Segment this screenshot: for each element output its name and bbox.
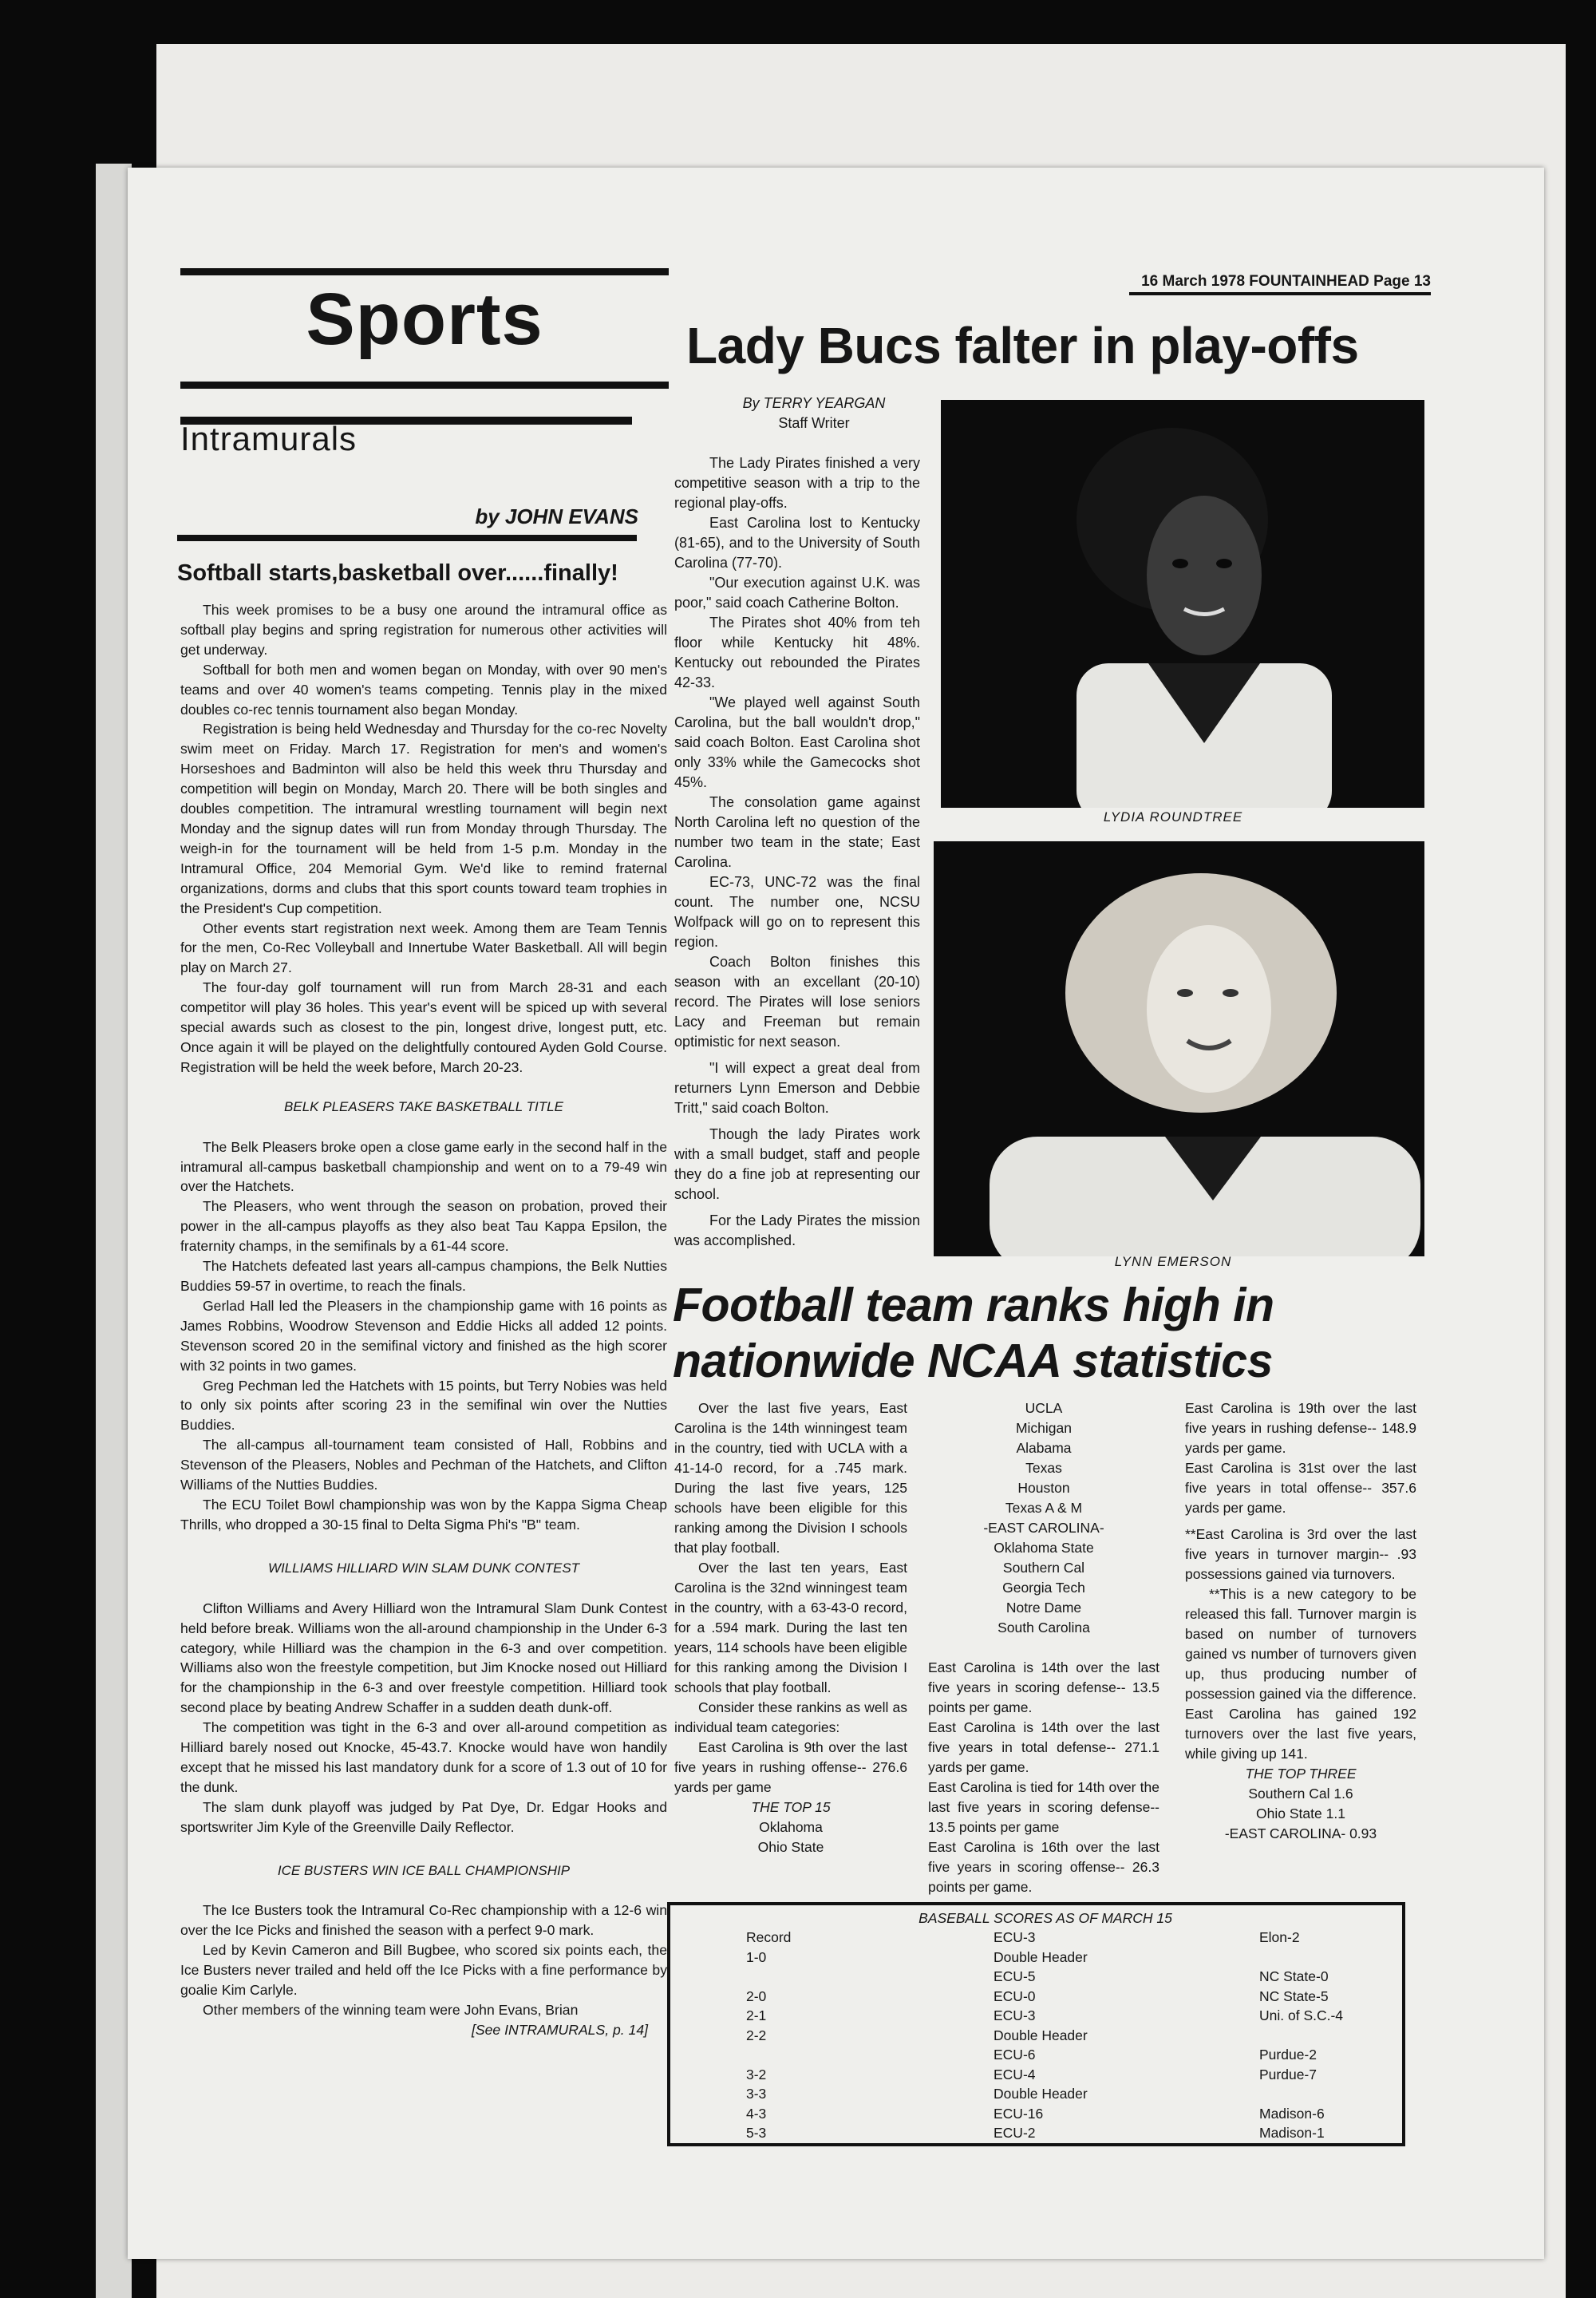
score-row bbox=[670, 2007, 1402, 2027]
portrait-image bbox=[934, 841, 1424, 1256]
score-row bbox=[670, 2106, 1402, 2126]
score-row bbox=[670, 1968, 1402, 1988]
top15-title: THE TOP 15 bbox=[751, 1799, 831, 1815]
intramurals-article bbox=[180, 600, 667, 2153]
ecu-score-cell: ECU-6 bbox=[994, 2047, 1036, 2063]
stat-paragraph: East Carolina is 31st over the last five years in total offense-- 357.6 yards per game. bbox=[1185, 1460, 1416, 1516]
stat-paragraph: East Carolina is 19th over the last five years in rushing defense-- 148.9 yards per game. bbox=[1185, 1400, 1416, 1456]
section-title: Sports bbox=[306, 279, 543, 360]
opponent-score-cell: Uni. of S.C.-4 bbox=[1259, 2007, 1344, 2023]
ecu-score-cell: ECU-0 bbox=[994, 1988, 1036, 2004]
article-paragraph: Gerlad Hall led the Pleasers in the championship game with 16 points as James Robbins, Woodrow Stevenson and Eddie Hicks all added 12 points. Stevenson scored 20 in the semifinal victory and finished as the high scorer with 32 points in two games. bbox=[180, 1297, 667, 1374]
article-paragraph: The Pirates shot 40% from teh floor while Kentucky hit 48%. Kentucky out rebounded the Pirates 42-33. bbox=[674, 615, 920, 690]
article-paragraph: Led by Kevin Cameron and Bill Bugbee, who scored six points each, the Ice Busters never trailed and held off the Ice Picks with a fine performance by goalie Kim Carlyle. bbox=[180, 1942, 667, 1999]
photo-caption: LYDIA ROUNDTREE bbox=[1103, 809, 1243, 825]
headline-line: Football team ranks high in bbox=[673, 1279, 1274, 1331]
article-paragraph: The ECU Toilet Bowl championship was won by the Kappa Sigma Cheap Thrills, who dropped a 30-15 final to Delta Sigma Phi's "B" team. bbox=[180, 1496, 667, 1533]
photo-lydia-roundtree bbox=[941, 400, 1424, 808]
top15-item: Texas bbox=[1025, 1460, 1062, 1476]
photo-lynn-emerson bbox=[934, 841, 1424, 1256]
article-paragraph: The Ice Busters took the Intramural Co-Rec championship with a 12-6 win over the Ice Picks and finished the season with a perfect 9-0 mark. bbox=[180, 1902, 667, 1939]
column-byline: by JOHN EVANS bbox=[475, 504, 638, 528]
article-paragraph: "Our execution against U.K. was poor," said coach Catherine Bolton. bbox=[674, 575, 920, 611]
top15-item: UCLA bbox=[1025, 1400, 1063, 1416]
article-paragraph: Greg Pechman led the Hatchets with 15 points, but Terry Nobies was held to only six points after scoring 23 in the semifinal win over the Nutties Buddies. bbox=[180, 1377, 667, 1434]
article-paragraph: EC-73, UNC-72 was the final count. The number one, NCSU Wolfpack will go on to represent this region. bbox=[674, 874, 920, 950]
top15-item: Oklahoma bbox=[759, 1819, 823, 1835]
article-paragraph: The slam dunk playoff was judged by Pat Dye, Dr. Edgar Hooks and sportswriter Jim Kyle of the Greenville Daily Reflector. bbox=[180, 1798, 667, 1835]
article-paragraph: The competition was tight in the 6-3 and over all-around competition as Hilliard barely nosed out Knocke, 45-43.7. Knocke would have won handily except that he missed his last mandatory dunk for a score of 1.3 out of 10 for the dunk. bbox=[180, 1719, 667, 1795]
ecu-score-cell: Double Header bbox=[994, 1948, 1088, 1965]
top15-item: Ohio State bbox=[757, 1839, 824, 1855]
basketball-section bbox=[180, 1137, 667, 1535]
ecu-score-cell: ECU-2 bbox=[994, 2125, 1036, 2141]
score-row bbox=[670, 1988, 1402, 2008]
football-headline bbox=[673, 1277, 1274, 1389]
opponent-score-cell: NC State-5 bbox=[1259, 1988, 1329, 2004]
lady-bucs-article bbox=[674, 453, 920, 1251]
top-three-item: -EAST CAROLINA- 0.93 bbox=[1224, 1825, 1377, 1841]
baseball-scores-box bbox=[667, 1902, 1405, 2146]
article-paragraph: Consider these rankins as well as individual team categories: bbox=[674, 1699, 907, 1735]
article-paragraph: The Lady Pirates finished a very competitive season with a trip to the regional play-offs. bbox=[674, 455, 920, 511]
article-paragraph: Other members of the winning team were John Evans, Brian bbox=[203, 2002, 579, 2018]
section-rule bbox=[180, 382, 669, 389]
stat-paragraph: East Carolina is 14th over the last five years in total defense-- 271.1 yards per game. bbox=[928, 1719, 1159, 1775]
top15-item: Georgia Tech bbox=[1002, 1580, 1085, 1596]
top-three-item: Ohio State 1.1 bbox=[1256, 1806, 1345, 1821]
top15-item: Oklahoma State bbox=[994, 1540, 1094, 1556]
ecu-score-cell: ECU-4 bbox=[994, 2066, 1036, 2082]
article-paragraph: East Carolina lost to Kentucky (81-65), and to the University of South Carolina (77-70). bbox=[674, 515, 920, 571]
top15-item: Southern Cal bbox=[1002, 1560, 1085, 1576]
ice-ball-subhead: ICE BUSTERS WIN ICE BALL CHAMPIONSHIP bbox=[277, 1862, 571, 1878]
article-paragraph: For the Lady Pirates the mission was accomplished. bbox=[674, 1212, 920, 1248]
football-intro bbox=[674, 1398, 907, 1798]
ecu-score-cell: Double Header bbox=[994, 2027, 1088, 2043]
football-column-2 bbox=[928, 1398, 1159, 1897]
article-paragraph: This week promises to be a busy one around the intramural office as softball play begins and spring registration for numerous other activities will get underway. bbox=[180, 602, 667, 658]
article-paragraph: The four-day golf tournament will run from March 28-31 and each competitor will play 36 holes. This year's event will be spiced up with several special awards such as closest to the pin, longest drive, longest putt, etc. Once again it will be played on the delightfully contoured Ayden Gold Course. Registration will be held the week before, March 20-23. bbox=[180, 979, 667, 1075]
article-paragraph: Over the last five years, East Carolina is the 14th winningest team in the country, tied with UCLA with a 41-14-0 record, for a .745 mark. During the last five years, 125 schools have been eligible for this ranking among the Division I schools that play football. bbox=[674, 1400, 907, 1556]
article-paragraph: "We played well against South Carolina, but the ball wouldn't drop," said coach Bolton. East Carolina shot only 33% while the Gamecocks shot 45%. bbox=[674, 694, 920, 790]
stat-paragraph: East Carolina is tied for 14th over the last five years in scoring defense-- 13.5 points per game bbox=[928, 1779, 1159, 1835]
dateline: 16 March 1978 FOUNTAINHEAD Page 13 bbox=[1129, 273, 1431, 295]
article-paragraph: East Carolina is 9th over the last five years in rushing offense-- 276.6 yards per game bbox=[674, 1739, 907, 1795]
article-paragraph: The Pleasers, who went through the season on probation, proved their power in the all-campus playoffs as they also beat Tau Kappa Epsilon, the fraternity champs, in the semifinals by a 61-44 score. bbox=[180, 1198, 667, 1255]
article-paragraph: "I will expect a great deal from returners Lynn Emerson and Debbie Tritt," said coach Bolton. bbox=[674, 1060, 920, 1116]
opponent-score-cell: Madison-1 bbox=[1259, 2125, 1325, 2141]
byline-role: Staff Writer bbox=[778, 415, 850, 431]
opponent-score-cell: Purdue-2 bbox=[1259, 2047, 1317, 2063]
top15-item: -EAST CAROLINA- bbox=[983, 1520, 1104, 1536]
opponent-score-cell: Elon-2 bbox=[1259, 1929, 1300, 1945]
article-paragraph: Softball for both men and women began on Monday, with over 90 men's teams and over 40 women's teams competing. Tennis play in the mixed doubles co-rec tennis tournament also began Monday. bbox=[180, 661, 667, 718]
score-row bbox=[670, 2086, 1402, 2106]
lady-bucs-headline: Lady Bucs falter in play-offs bbox=[686, 317, 1359, 374]
baseball-title: BASEBALL SCORES AS OF MARCH 15 bbox=[918, 1910, 1172, 1926]
football-column-1 bbox=[674, 1398, 907, 1857]
record-cell: 5-3 bbox=[746, 2125, 767, 2141]
score-row bbox=[670, 1949, 1402, 1969]
record-cell: 4-3 bbox=[746, 2105, 767, 2122]
top15-item: Michigan bbox=[1015, 1420, 1073, 1436]
top15-item: Houston bbox=[1017, 1480, 1070, 1496]
record-cell: 3-3 bbox=[746, 2086, 767, 2102]
top-three-list bbox=[1185, 1784, 1416, 1844]
football-column-3 bbox=[1185, 1398, 1416, 1844]
article-paragraph: The Belk Pleasers broke open a close game early in the second half in the intramural all-campus basketball championship and went on to a 79-49 win over the Hatchets. bbox=[180, 1138, 667, 1195]
top-three-title: THE TOP THREE bbox=[1245, 1766, 1357, 1782]
opponent-score-cell: Madison-6 bbox=[1259, 2105, 1325, 2122]
lady-bucs-byline bbox=[674, 394, 954, 433]
top15-item: Alabama bbox=[1016, 1440, 1072, 1456]
page-edge bbox=[96, 164, 132, 2298]
basketball-subhead: BELK PLEASERS TAKE BASKETBALL TITLE bbox=[284, 1098, 563, 1114]
score-row bbox=[670, 2067, 1402, 2086]
ecu-score-cell: ECU-3 bbox=[994, 2007, 1036, 2023]
lady-bucs-body bbox=[674, 453, 920, 1251]
article-paragraph: The consolation game against North Carolina left no question of the number two team in the state; East Carolina. bbox=[674, 794, 920, 870]
stat-paragraph: East Carolina is 16th over the last five years in scoring offense-- 26.3 points per game. bbox=[928, 1839, 1159, 1895]
top-rule bbox=[180, 268, 669, 275]
intro-section bbox=[180, 600, 667, 1078]
top15-list bbox=[928, 1398, 1159, 1638]
stat-paragraph: East Carolina is 14th over the last five years in scoring defense-- 13.5 points per game. bbox=[928, 1659, 1159, 1715]
record-cell: 1-0 bbox=[746, 1948, 767, 1965]
ecu-score-cell: ECU-16 bbox=[994, 2105, 1044, 2122]
article-paragraph: Other events start registration next week. Among them are Team Tennis for the men, Co-Rec Volleyball and Innertube Water Basketball. All will begin play on March 27. bbox=[180, 920, 667, 976]
article-paragraph: Over the last ten years, East Carolina is the 32nd winningest team in the country, with a 63-43-0 record, for a .594 mark. During the last ten years, 114 schools have been eligible for this ranking among the Division I schools that play football. bbox=[674, 1560, 907, 1695]
article-paragraph: Registration is being held Wednesday and Thursday for the co-rec Novelty swim meet on Friday. March 17. Registration for men's and women's Horseshoes and Badminton will also be held this week thru Thursday and competition will begin on Monday, March 20. There will be both singles and doubles competition. The intramural wrestling tournament will begin next Monday and the signup dates will run from Monday through Thursday. The weigh-in for the tournament will be held from 1-5 p.m. Monday in the Intramural Office, 204 Memorial Gym. We'd like to remind fraternal organizations, dorms and clubs that this sport counts toward team trophies in the President's Cup competition. bbox=[180, 721, 667, 916]
top15-item: Texas A & M bbox=[1005, 1500, 1083, 1516]
photo-caption: LYNN EMERSON bbox=[1114, 1254, 1232, 1269]
article-paragraph: Coach Bolton finishes this season with an excellant (20-10) record. The Pirates will lose seniors Lacy and Freeman but remain optimistic for next season. bbox=[674, 954, 920, 1050]
ecu-score-cell: Double Header bbox=[994, 2086, 1088, 2102]
intramurals-headline: Softball starts,basketball over......finally! bbox=[177, 560, 618, 586]
score-row bbox=[670, 2047, 1402, 2067]
byline-rule bbox=[177, 535, 637, 541]
record-cell: 2-2 bbox=[746, 2027, 767, 2043]
stat-paragraph: **East Carolina is 3rd over the last five years in turnover margin-- .93 possessions gained via turnovers. bbox=[1185, 1526, 1416, 1582]
article-paragraph: Clifton Williams and Avery Hilliard won the Intramural Slam Dunk Contest held before break. Williams won the all-around championship in the Under 6-3 category, while Hilliard was the champion in the 6-3 and over competition. Williams also won the freestyle competition, but Jim Knocke nosed out Hilliard for the championship in the 6-3 and over freestyle competition. Hilliard took second place by beating Andrew Schaffer in a sudden death dunk-off. bbox=[180, 1600, 667, 1716]
middle-stats bbox=[928, 1658, 1159, 1897]
slam-dunk-subhead: WILLIAMS HILLIARD WIN SLAM DUNK CONTEST bbox=[267, 1560, 580, 1576]
opponent-score-cell: Purdue-7 bbox=[1259, 2066, 1317, 2082]
opponent-score-cell: NC State-0 bbox=[1259, 1968, 1329, 1984]
column-title: Intramurals bbox=[180, 420, 358, 457]
ecu-score-cell: ECU-5 bbox=[994, 1968, 1036, 1984]
record-cell: 2-1 bbox=[746, 2007, 767, 2023]
article-paragraph: The all-campus all-tournament team consisted of Hall, Robbins and Stevenson of the Pleasers, Nobles and Pechman of the Hatchets, and Clifton Williams of the Nutties Buddies. bbox=[180, 1437, 667, 1493]
byline-name: By TERRY YEARGAN bbox=[742, 395, 886, 411]
headline-line: nationwide NCAA statistics bbox=[673, 1335, 1273, 1387]
score-row bbox=[670, 2027, 1402, 2047]
record-cell: 2-0 bbox=[746, 1988, 767, 2004]
article-paragraph: The Hatchets defeated last years all-campus champions, the Belk Nutties Buddies 59-57 in overtime, to reach the finals. bbox=[180, 1258, 667, 1294]
top15-item: South Carolina bbox=[998, 1620, 1090, 1635]
slam-dunk-section bbox=[180, 1599, 667, 1837]
ice-ball-section bbox=[180, 1900, 667, 2019]
record-cell: Record bbox=[746, 1929, 792, 1945]
top15-item: Notre Dame bbox=[1005, 1600, 1082, 1616]
continued-link[interactable]: [See INTRAMURALS, p. 14] bbox=[472, 2021, 648, 2038]
stat-paragraph: **This is a new category to be released this fall. Turnover margin is based on number of turnovers gained vs number of turnovers given up, thus producing number of possession gained via the difference. East Carolina has gained 192 turnovers over the last five years, while giving up 141. bbox=[1185, 1586, 1416, 1762]
top-three-item: Southern Cal 1.6 bbox=[1248, 1786, 1353, 1802]
record-cell: 3-2 bbox=[746, 2066, 767, 2082]
article-paragraph: Though the lady Pirates work with a small budget, staff and people they do a fine job at representing our school. bbox=[674, 1126, 920, 1202]
score-row bbox=[670, 2125, 1402, 2145]
ecu-score-cell: ECU-3 bbox=[994, 1929, 1036, 1945]
portrait-image bbox=[941, 400, 1424, 808]
score-row bbox=[670, 1929, 1402, 1949]
